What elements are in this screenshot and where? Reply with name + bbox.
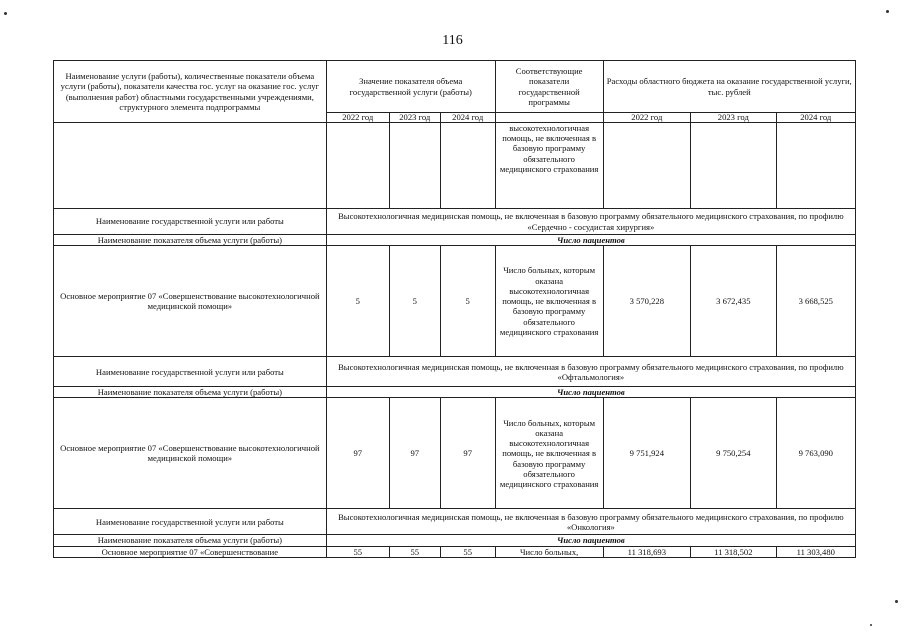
expense-2023: 3 672,435	[691, 246, 776, 357]
empty-cell	[54, 123, 327, 209]
header-volume-value: Значение показателя объема государственной услуги (работы)	[326, 61, 495, 113]
year-2022: 2022 год	[603, 113, 691, 123]
indicator-name-value: Число пациентов	[326, 387, 855, 398]
program-indicator: Число больных, которым оказана высокотехнологичная помощь, не включенная в базовую программу обязательного медицинского страхования	[495, 398, 603, 509]
indicator-name-label: Наименование показателя объема услуги (работы)	[54, 235, 327, 246]
indicator-name-label: Наименование показателя объема услуги (работы)	[54, 535, 327, 546]
header-budget-expenses: Расходы областного бюджета на оказание государственной услуги, тыс. рублей	[603, 61, 855, 113]
value-2022: 55	[326, 546, 389, 557]
expense-2023: 11 318,502	[691, 546, 776, 557]
scan-artifact	[870, 624, 872, 626]
value-2023: 97	[389, 398, 440, 509]
expense-2023: 9 750,254	[691, 398, 776, 509]
activity-label: Основное мероприятие 07 «Совершенствование высокотехнологичной медицинской помощи»	[54, 246, 327, 357]
service-name-label: Наименование государственной услуги или работы	[54, 509, 327, 535]
expense-2024: 11 303,480	[776, 546, 855, 557]
empty-cell	[776, 123, 855, 209]
year-2024: 2024 год	[776, 113, 855, 123]
header-service-name: Наименование услуги (работы), количественные показатели объема услуги (работы), показатели качества гос. услуг на оказание гос. услуг (выполнения работ) областными государственными учреждениями, структурного элемента подпрограммы	[54, 61, 327, 123]
service-name-label: Наименование государственной услуги или работы	[54, 209, 327, 235]
expense-2024: 3 668,525	[776, 246, 855, 357]
scan-artifact	[886, 10, 889, 13]
program-indicator: Число больных,	[495, 546, 603, 557]
service-name-value: Высокотехнологичная медицинская помощь, не включенная в базовую программу обязательного медицинского страхования, по профилю «Офтальмология»	[326, 357, 855, 387]
value-2024: 55	[440, 546, 495, 557]
service-name-value: Высокотехнологичная медицинская помощь, не включенная в базовую программу обязательного медицинского страхования, по профилю «Сердечно - сосудистая хирургия»	[326, 209, 855, 235]
value-2024: 97	[440, 398, 495, 509]
indicator-name-value: Число пациентов	[326, 235, 855, 246]
empty-cell	[326, 123, 389, 209]
value-2023: 5	[389, 246, 440, 357]
budget-table	[53, 60, 856, 558]
year-empty	[495, 113, 603, 123]
service-name-value: Высокотехнологичная медицинская помощь, не включенная в базовую программу обязательного медицинского страхования, по профилю «Онкология»	[326, 509, 855, 535]
indicator-continuation: высокотехнологичная помощь, не включенная в базовую программу обязательного медицинского страхования	[495, 123, 603, 209]
value-2024: 5	[440, 246, 495, 357]
empty-cell	[603, 123, 691, 209]
year-2022: 2022 год	[326, 113, 389, 123]
header-program-indicators: Соответствующие показатели государственной программы	[495, 61, 603, 113]
value-2022: 97	[326, 398, 389, 509]
activity-label: Основное мероприятие 07 «Совершенствование	[54, 546, 327, 557]
expense-2022: 11 318,693	[603, 546, 691, 557]
scan-artifact	[4, 12, 7, 15]
service-name-label: Наименование государственной услуги или работы	[54, 357, 327, 387]
year-2023: 2023 год	[691, 113, 776, 123]
expense-2022: 3 570,228	[603, 246, 691, 357]
indicator-name-label: Наименование показателя объема услуги (работы)	[54, 387, 327, 398]
value-2023: 55	[389, 546, 440, 557]
activity-label: Основное мероприятие 07 «Совершенствование высокотехнологичной медицинской помощи»	[54, 398, 327, 509]
value-2022: 5	[326, 246, 389, 357]
empty-cell	[440, 123, 495, 209]
year-2024: 2024 год	[440, 113, 495, 123]
page-number: 116	[442, 33, 463, 48]
scan-artifact	[895, 600, 898, 603]
year-2023: 2023 год	[389, 113, 440, 123]
expense-2022: 9 751,924	[603, 398, 691, 509]
program-indicator: Число больных, которым оказана высокотехнологичная помощь, не включенная в базовую программу обязательного медицинского страхования	[495, 246, 603, 357]
empty-cell	[389, 123, 440, 209]
indicator-name-value: Число пациентов	[326, 535, 855, 546]
expense-2024: 9 763,090	[776, 398, 855, 509]
empty-cell	[691, 123, 776, 209]
